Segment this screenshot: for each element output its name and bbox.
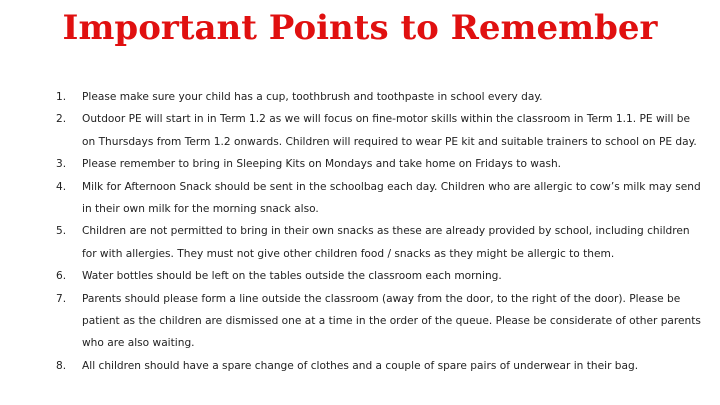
item-number: 2. <box>56 113 67 126</box>
item-text: Parents should please form a line outside the classroom (away from the door, to the right of the door). Please be patient as the children are dismissed one at a time in the order of the queue. Please be considerate of other parents who are also waiting. <box>82 292 701 350</box>
list-item <box>0 265 720 287</box>
list-item <box>0 288 720 355</box>
item-number: 5. <box>56 225 67 238</box>
item-text: Children are not permitted to bring in their own snacks as these are already provided by school, including children for with allergies. They must not give other children food / snacks as they might be allergic to them. <box>82 225 690 260</box>
item-number: 7. <box>56 292 67 305</box>
list-item <box>0 220 720 265</box>
item-number: 1. <box>56 91 67 103</box>
item-number: 6. <box>56 270 67 283</box>
page-title: Important Points to Remember <box>62 8 658 48</box>
item-text: Water bottles should be left on the tables outside the classroom each morning. <box>82 270 502 283</box>
item-text: Please remember to bring in Sleeping Kits on Mondays and take home on Fridays to wash. <box>82 158 562 171</box>
list-item <box>0 355 720 377</box>
list-item <box>0 86 720 108</box>
points-list <box>0 86 720 377</box>
item-number: 8. <box>56 359 67 372</box>
list-item <box>0 108 720 153</box>
list-item <box>0 176 720 221</box>
item-number: 3. <box>56 158 67 171</box>
list-item <box>0 153 720 175</box>
item-number: 4. <box>56 180 67 193</box>
item-text: Milk for Afternoon Snack should be sent in the schoolbag each day. Children who are allergic to cow’s milk may send in their own milk for the morning snack also. <box>82 180 701 216</box>
item-text: Please make sure your child has a cup, toothbrush and toothpaste in school every day. <box>82 91 543 103</box>
item-text: Outdoor PE will start in in Term 1.2 as we will focus on fine-motor skills within the classroom in Term 1.1. PE will be on Thursdays from Term 1.2 onwards. Children will required to wear PE kit and suitable trainers to school on PE day. <box>82 113 697 148</box>
item-text: All children should have a spare change of clothes and a couple of spare pairs of underwear in their bag. <box>82 359 639 372</box>
